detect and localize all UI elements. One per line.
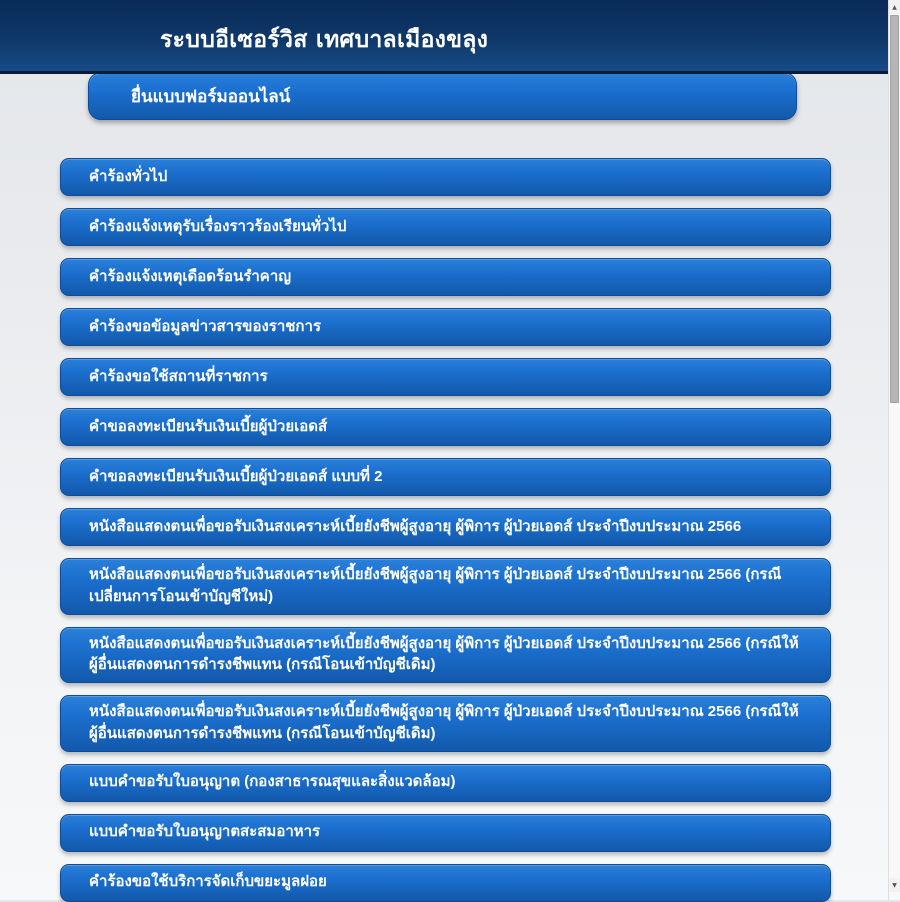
form-button-label: คำร้องแจ้งเหตุรับเรื่องราวร้องเรียนทั่วไป bbox=[89, 217, 347, 235]
form-button[interactable] bbox=[60, 508, 831, 546]
form-button-label: คำร้องขอใช้บริการจัดเก็บขยะมูลฝอย bbox=[89, 873, 327, 891]
form-button-label: คำขอลงทะเบียนรับเงินเบี้ยผู้ป่วยเอดส์ bbox=[89, 417, 328, 435]
page-title: ระบบอีเซอร์วิส เทศบาลเมืองขลุง bbox=[160, 27, 489, 53]
form-button[interactable] bbox=[60, 814, 831, 852]
form-button-label: หนังสือแสดงตนเพื่อขอรับเงินสงเคราะห์เบี้ยยังชีพผู้สูงอายุ ผู้พิการ ผู้ป่วยเอดส์ ประจำปีงบประมาณ 2566 bbox=[89, 517, 742, 535]
form-list bbox=[60, 158, 831, 902]
form-button-label: หนังสือแสดงตนเพื่อขอรับเงินสงเคราะห์เบี้ยยังชีพผู้สูงอายุ ผู้พิการ ผู้ป่วยเอดส์ ประจำปีงบประมาณ 2566 (กรณีให้ผู้อื่นแสดงตนการดำรงชีพแทน (กรณีโอนเข้าบัญชีเดิม) bbox=[89, 703, 799, 742]
form-button[interactable] bbox=[60, 308, 831, 346]
app-header bbox=[0, 0, 888, 74]
form-button[interactable] bbox=[60, 864, 831, 902]
form-button[interactable] bbox=[60, 558, 831, 615]
scrollbar-up-arrow-icon[interactable]: ▲ bbox=[889, 0, 900, 14]
online-form-tab-label: ยื่นแบบฟอร์มออนไลน์ bbox=[131, 86, 291, 107]
form-button[interactable] bbox=[60, 408, 831, 446]
online-form-tab[interactable] bbox=[88, 72, 797, 120]
form-button-label: คำร้องขอข้อมูลข่าวสารของราชการ bbox=[89, 317, 321, 335]
form-button-label: คำขอลงทะเบียนรับเงินเบี้ยผู้ป่วยเอดส์ แบบที่ 2 bbox=[89, 467, 383, 485]
form-button-label: คำร้องขอใช้สถานที่ราชการ bbox=[89, 367, 268, 385]
form-button[interactable] bbox=[60, 158, 831, 196]
form-button[interactable] bbox=[60, 258, 831, 296]
form-button[interactable] bbox=[60, 458, 831, 496]
form-button[interactable] bbox=[60, 208, 831, 246]
vertical-scrollbar[interactable] bbox=[888, 0, 900, 900]
form-button[interactable] bbox=[60, 358, 831, 396]
form-button-label: หนังสือแสดงตนเพื่อขอรับเงินสงเคราะห์เบี้ยยังชีพผู้สูงอายุ ผู้พิการ ผู้ป่วยเอดส์ ประจำปีงบประมาณ 2566 (กรณีเปลี่ยนการโอนเข้าบัญชีใหม่) bbox=[89, 566, 782, 605]
form-button-label: แบบคำขอรับใบอนุญาตสะสมอาหาร bbox=[89, 823, 321, 841]
form-button[interactable] bbox=[60, 695, 831, 752]
scrollbar-down-arrow-icon[interactable]: ▼ bbox=[889, 878, 900, 892]
scrollbar-thumb[interactable] bbox=[890, 15, 899, 403]
form-button-label: แบบคำขอรับใบอนุญาต (กองสาธารณสุขและสิ่งแวดล้อม) bbox=[89, 773, 456, 791]
form-button-label: คำร้องทั่วไป bbox=[89, 167, 168, 185]
form-button[interactable] bbox=[60, 627, 831, 684]
form-button-label: คำร้องแจ้งเหตุเดือดร้อนรำคาญ bbox=[89, 267, 292, 285]
form-button[interactable] bbox=[60, 764, 831, 802]
form-button-label: หนังสือแสดงตนเพื่อขอรับเงินสงเคราะห์เบี้ยยังชีพผู้สูงอายุ ผู้พิการ ผู้ป่วยเอดส์ ประจำปีงบประมาณ 2566 (กรณีให้ผู้อื่นแสดงตนการดำรงชีพแทน (กรณีโอนเข้าบัญชีเดิม) bbox=[89, 634, 799, 674]
